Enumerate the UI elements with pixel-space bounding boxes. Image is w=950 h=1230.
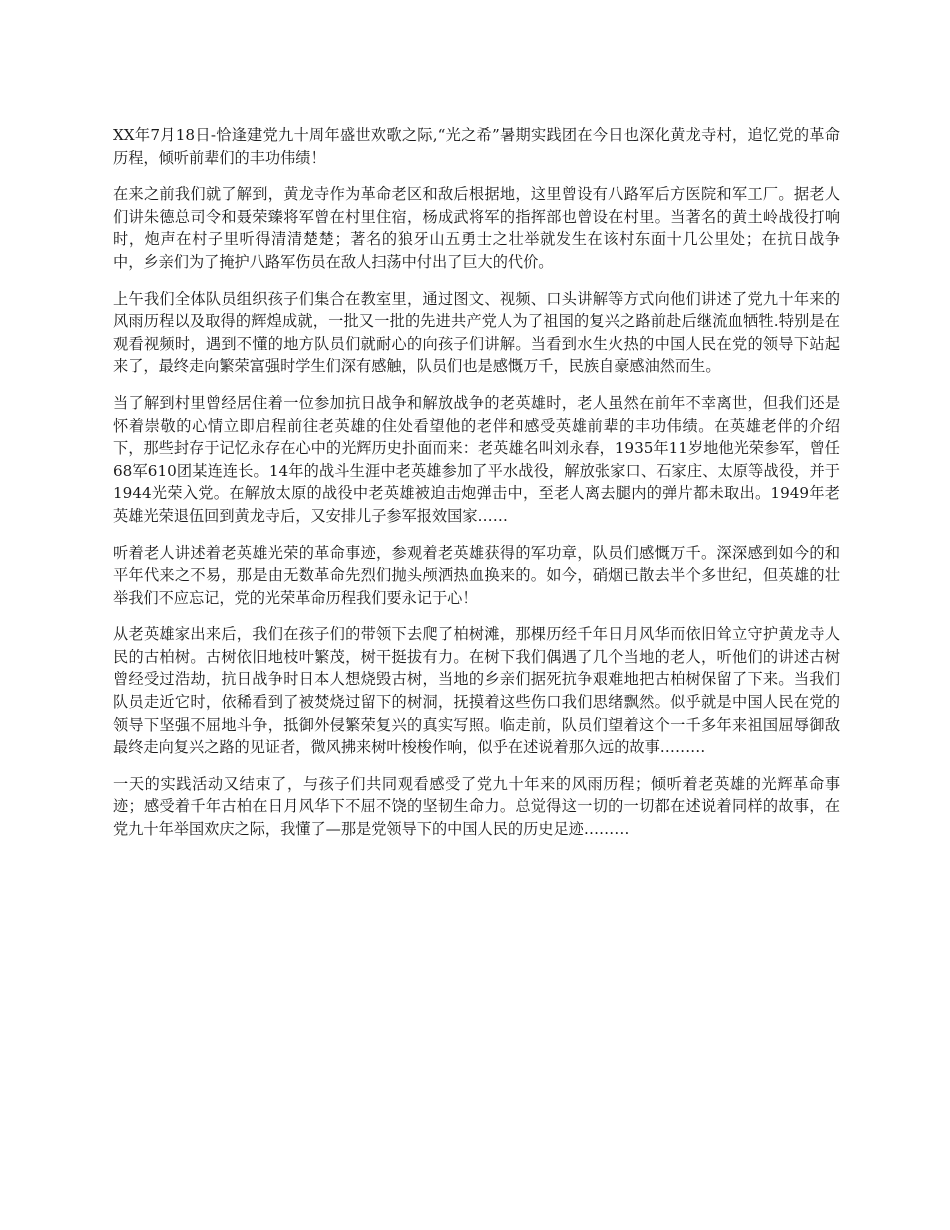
paragraph-veteran-visit: 当了解到村里曾经居住着一位参加抗日战争和解放战争的老英雄时，老人虽然在前年不幸离世，但我们还是怀着崇敬的心情立即启程前往老英雄的住处看望他的老伴和感受英雄前辈的丰功伟绩。在英雄老伴的介绍下，那些封存于记忆永存在心中的光辉历史扑面而来：老英雄名叫刘永春，1935年11岁地他光荣参军，曾任68军610团某连连长。14年的战斗生涯中老英雄参加了平水战役，解放张家口、石家庄、太原等战役，并于1944光荣入党。在解放太原的战役中老英雄被迫击炮弹击中，至老人离去腿内的弹片都未取出。1949年老英雄光荣退伍回到黄龙寺后，又安排儿子参军报效国家…… bbox=[113, 393, 840, 525]
document-body bbox=[113, 124, 840, 855]
paragraph-ancient-cypress: 从老英雄家出来后，我们在孩子们的带领下去爬了柏树滩，那棵历经千年日月风华而依旧耸立守护黄龙寺人民的古柏树。古树依旧地枝叶繁茂，树干挺拔有力。在树下我们偶遇了几个当地的老人，听他们的讲述古树曾经受过浩劫，抗日战争时日本人想烧毁古树，当地的乡亲们据死抗争艰难地把古柏树保留了下来。当我们队员走近它时，依稀看到了被焚烧过留下的树洞，抚摸着这些伤口我们思绪飘然。似乎就是中国人民在党的领导下坚强不屈地斗争，抵御外侵繁荣复兴的真实写照。临走前，队员们望着这个一千多年来祖国屈辱御敌最终走向复兴之路的见证者，微风拂来树叶梭梭作响，似乎在述说着那久远的故事……… bbox=[113, 625, 840, 757]
paragraph-reflection: 听着老人讲述着老英雄光荣的革命事迹，参观着老英雄获得的军功章，队员们感慨万千。深深感到如今的和平年代来之不易，那是由无数革命先烈们抛头颅洒热血换来的。如今，硝烟已散去半个多世纪，但英雄的壮举我们不应忘记，党的光荣革命历程我们要永记于心！ bbox=[113, 543, 840, 607]
paragraph-intro: XX年7月18日-恰逢建党九十周年盛世欢歌之际,“光之希”暑期实践团在今日也深化黄龙寺村，追忆党的革命历程，倾听前辈们的丰功伟绩！ bbox=[113, 126, 840, 167]
paragraph-background: 在来之前我们就了解到，黄龙寺作为革命老区和敌后根据地，这里曾设有八路军后方医院和军工厂。据老人们讲朱德总司令和聂荣臻将军曾在村里住宿，杨成武将军的指挥部也曾设在村里。当著名的黄土岭战役打响时，炮声在村子里听得清清楚楚；著名的狼牙山五勇士之壮举就发生在该村东面十几公里处；在抗日战争中，乡亲们为了掩护八路军伤员在敌人扫荡中付出了巨大的代价。 bbox=[113, 185, 840, 271]
paragraph-conclusion: 一天的实践活动又结束了，与孩子们共同观看感受了党九十年来的风雨历程；倾听着老英雄的光辉革命事迹；感受着千年古柏在日月风华下不屈不饶的坚韧生命力。总觉得这一切的一切都在述说着同样的故事，在党九十年举国欢庆之际，我懂了—那是党领导下的中国人民的历史足迹……… bbox=[113, 774, 840, 839]
paragraph-classroom: 上午我们全体队员组织孩子们集合在教室里，通过图文、视频、口头讲解等方式向他们讲述了党九十年来的风雨历程以及取得的辉煌成就，一批又一批的先进共产党人为了祖国的复兴之路前赴后继流血牺牲.特别是在观看视频时，遇到不懂的地方队员们就耐心的向孩子们讲解。当看到水生火热的中国人民在党的领导下站起来了，最终走向繁荣富强时学生们深有感触，队员们也是感慨万千，民族自豪感油然而生。 bbox=[113, 289, 840, 376]
